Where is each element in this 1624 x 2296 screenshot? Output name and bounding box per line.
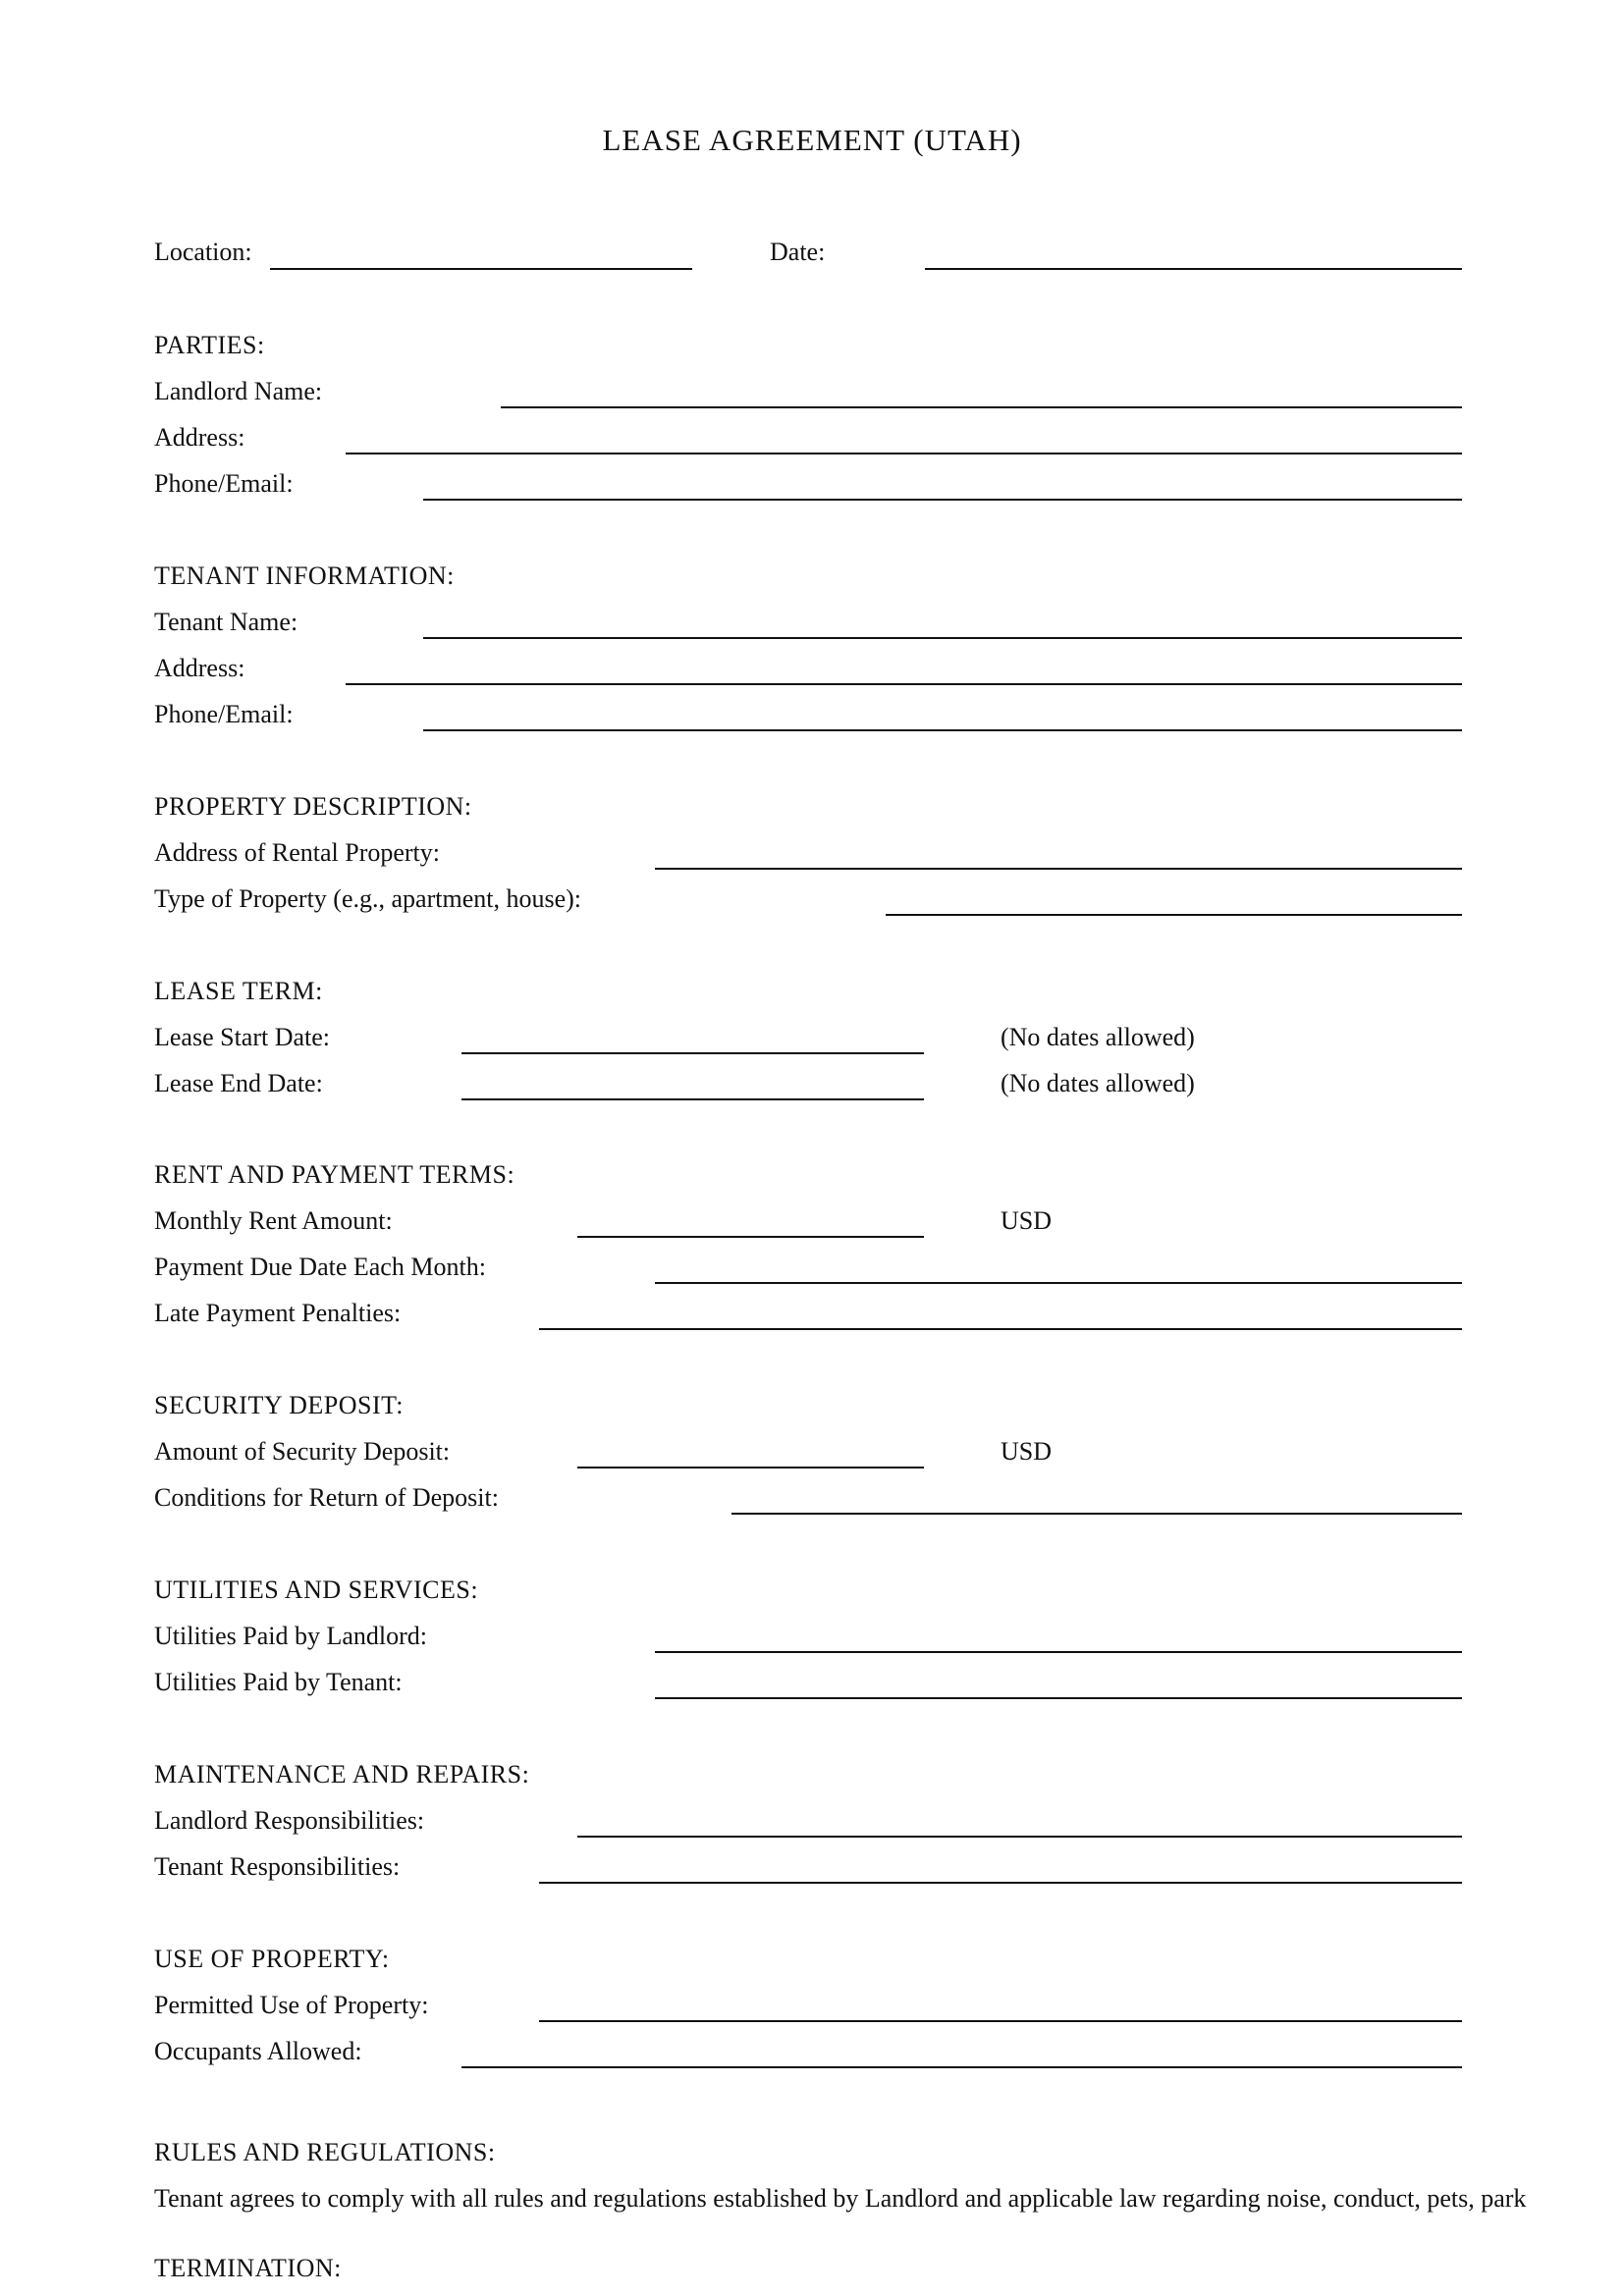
lease-start-date-label: Lease Start Date: — [154, 1023, 331, 1051]
utilities-tenant-field[interactable] — [655, 1697, 1462, 1699]
tenant-address-field[interactable] — [346, 683, 1462, 685]
landlord-name-label: Landlord Name: — [154, 377, 323, 405]
lease-end-date-label: Lease End Date: — [154, 1069, 323, 1097]
landlord-phone-email-field[interactable] — [423, 499, 1462, 501]
monthly-rent-field[interactable] — [577, 1236, 924, 1238]
utilities-landlord-label: Utilities Paid by Landlord: — [154, 1622, 428, 1650]
tenant-information-heading: TENANT INFORMATION: — [154, 561, 455, 590]
lease-end-date-note: (No dates allowed) — [1001, 1069, 1195, 1097]
rules-regulations-text: Tenant agrees to comply with all rules and regulations established by Landlord and applicable law regarding noise, conduct, pets, park — [154, 2184, 1527, 2213]
deposit-return-conditions-label: Conditions for Return of Deposit: — [154, 1483, 499, 1512]
tenant-phone-email-label: Phone/Email: — [154, 700, 294, 728]
utilities-tenant-label: Utilities Paid by Tenant: — [154, 1668, 403, 1696]
payment-due-date-field[interactable] — [655, 1282, 1462, 1284]
landlord-phone-email-label: Phone/Email: — [154, 469, 294, 498]
landlord-address-label: Address: — [154, 423, 245, 452]
document-title: LEASE AGREEMENT (UTAH) — [602, 123, 1022, 157]
late-payment-penalties-field[interactable] — [539, 1328, 1462, 1330]
rent-payment-heading: RENT AND PAYMENT TERMS: — [154, 1160, 515, 1189]
property-type-label: Type of Property (e.g., apartment, house): — [154, 884, 581, 913]
lease-start-date-field[interactable] — [461, 1052, 924, 1054]
landlord-responsibilities-label: Landlord Responsibilities: — [154, 1806, 425, 1835]
permitted-use-field[interactable] — [539, 2020, 1462, 2022]
landlord-responsibilities-field[interactable] — [577, 1836, 1462, 1838]
rental-property-address-field[interactable] — [655, 868, 1462, 870]
tenant-phone-email-field[interactable] — [423, 729, 1462, 731]
landlord-name-field[interactable] — [501, 406, 1462, 408]
occupants-allowed-label: Occupants Allowed: — [154, 2037, 362, 2065]
date-field[interactable] — [925, 268, 1462, 270]
parties-heading: PARTIES: — [154, 331, 265, 359]
lease-term-heading: LEASE TERM: — [154, 977, 323, 1005]
date-label: Date: — [770, 238, 826, 266]
rental-property-address-label: Address of Rental Property: — [154, 838, 441, 867]
occupants-allowed-field[interactable] — [461, 2066, 1462, 2068]
maintenance-heading: MAINTENANCE AND REPAIRS: — [154, 1760, 530, 1789]
deposit-return-conditions-field[interactable] — [731, 1513, 1462, 1515]
property-description-heading: PROPERTY DESCRIPTION: — [154, 792, 472, 821]
tenant-name-label: Tenant Name: — [154, 608, 298, 636]
lease-start-date-note: (No dates allowed) — [1001, 1023, 1195, 1051]
utilities-landlord-field[interactable] — [655, 1651, 1462, 1653]
security-deposit-unit: USD — [1001, 1437, 1053, 1466]
use-of-property-heading: USE OF PROPERTY: — [154, 1945, 390, 1973]
payment-due-date-label: Payment Due Date Each Month: — [154, 1253, 486, 1281]
location-label: Location: — [154, 238, 252, 266]
late-payment-penalties-label: Late Payment Penalties: — [154, 1299, 402, 1327]
security-deposit-heading: SECURITY DEPOSIT: — [154, 1391, 404, 1419]
property-type-field[interactable] — [886, 914, 1462, 916]
tenant-responsibilities-label: Tenant Responsibilities: — [154, 1852, 401, 1881]
tenant-name-field[interactable] — [423, 637, 1462, 639]
monthly-rent-label: Monthly Rent Amount: — [154, 1206, 393, 1235]
monthly-rent-unit: USD — [1001, 1206, 1053, 1235]
landlord-address-field[interactable] — [346, 453, 1462, 454]
utilities-heading: UTILITIES AND SERVICES: — [154, 1575, 479, 1604]
rules-regulations-heading: RULES AND REGULATIONS: — [154, 2138, 496, 2166]
security-deposit-amount-field[interactable] — [577, 1467, 924, 1468]
termination-heading: TERMINATION: — [154, 2254, 342, 2282]
lease-end-date-field[interactable] — [461, 1098, 924, 1100]
permitted-use-label: Permitted Use of Property: — [154, 1991, 429, 2019]
security-deposit-amount-label: Amount of Security Deposit: — [154, 1437, 451, 1466]
tenant-address-label: Address: — [154, 654, 245, 682]
tenant-responsibilities-field[interactable] — [539, 1882, 1462, 1884]
location-field[interactable] — [270, 268, 692, 270]
